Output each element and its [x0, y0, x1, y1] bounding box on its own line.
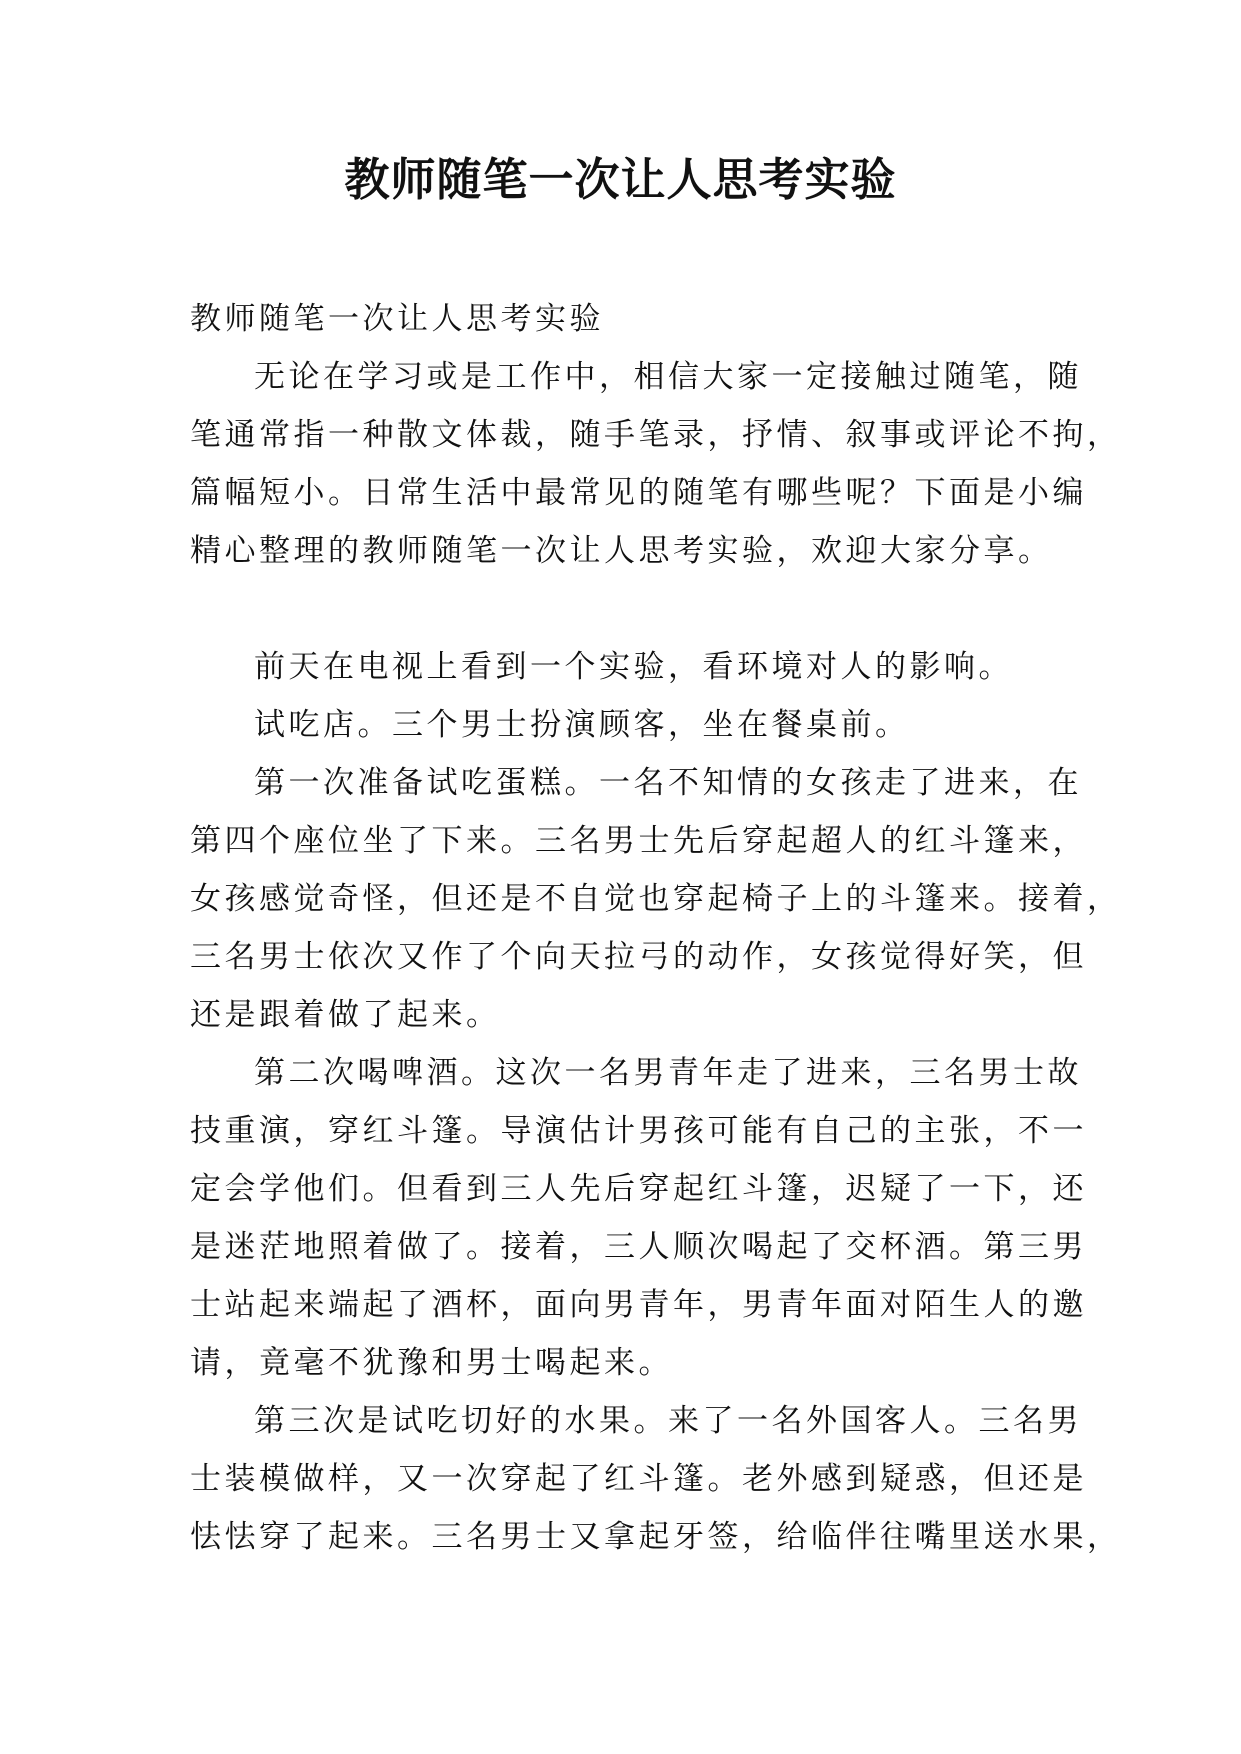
text-line: 第四个座位坐了下来。三名男士先后穿起超人的红斗篷来，: [190, 823, 1087, 859]
text-line: 第三次是试吃切好的水果。来了一名外国客人。三名男: [254, 1403, 1082, 1439]
text-line: 笔通常指一种散文体裁，随手笔录，抒情、叙事或评论不拘，: [190, 417, 1122, 453]
text-line: 精心整理的教师随笔一次让人思考实验，欢迎大家分享。: [190, 533, 1053, 569]
text-line: 士站起来端起了酒杯，面向男青年，男青年面对陌生人的邀: [190, 1287, 1087, 1323]
text-line: 无论在学习或是工作中，相信大家一定接触过随笔，随: [254, 359, 1082, 395]
text-line: 士装模做样，又一次穿起了红斗篷。老外感到疑惑，但还是: [190, 1461, 1087, 1497]
text-line: 三名男士依次又作了个向天拉弓的动作，女孩觉得好笑，但: [190, 939, 1087, 975]
text-line: 教师随笔一次让人思考实验: [190, 301, 604, 337]
text-line: 第一次准备试吃蛋糕。一名不知情的女孩走了进来，在: [254, 765, 1082, 801]
document-body: [190, 290, 1122, 1566]
blank-line: [190, 580, 1050, 638]
text-line: 是迷茫地照着做了。接着，三人顺次喝起了交杯酒。第三男: [190, 1229, 1087, 1265]
text-line: 前天在电视上看到一个实验，看环境对人的影响。: [254, 649, 1013, 685]
document-title: 教师随笔一次让人思考实验: [344, 153, 897, 206]
text-line: 怯怯穿了起来。三名男士又拿起牙签，给临伴往嘴里送水果，: [190, 1519, 1122, 1555]
text-line: 试吃店。三个男士扮演顾客，坐在餐桌前。: [254, 707, 910, 743]
text-line: 技重演，穿红斗篷。导演估计男孩可能有自己的主张，不一: [190, 1113, 1087, 1149]
text-line: 第二次喝啤酒。这次一名男青年走了进来，三名男士故: [254, 1055, 1082, 1091]
text-line: 篇幅短小。日常生活中最常见的随笔有哪些呢？下面是小编: [190, 475, 1087, 511]
text-line: 女孩感觉奇怪，但还是不自觉也穿起椅子上的斗篷来。接着，: [190, 881, 1122, 917]
text-line: 还是跟着做了起来。: [190, 997, 501, 1033]
text-line: 定会学他们。但看到三人先后穿起红斗篷，迟疑了一下，还: [190, 1171, 1087, 1207]
text-line: 请，竟毫不犹豫和男士喝起来。: [190, 1345, 673, 1381]
